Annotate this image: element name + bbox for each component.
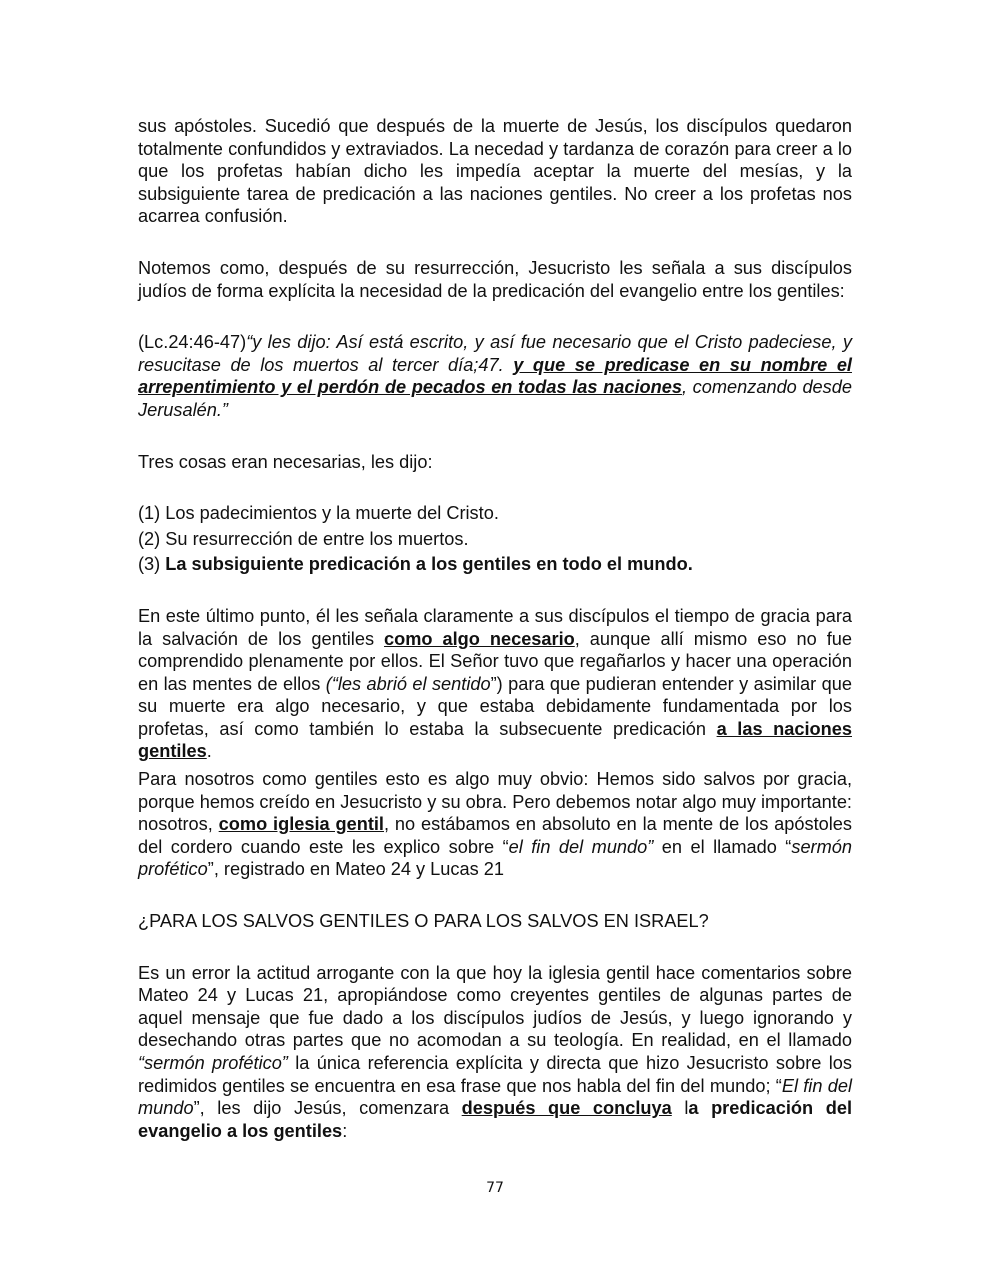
paragraph-7: Es un error la actitud arrogante con la que hoy la iglesia gentil hace comentarios sobre Mateo 24 y Lucas 21, apropiándose como creyentes gentiles de algunas partes de aquel mensaje que fue dado a los discípulos judíos de Jesús, y luego ignorando y desechando otras partes que no acomodan a su teología. En realidad, en el llamado “sermón profético” la única referencia explícita y directa que hizo Jesucristo sobre los redimidos gentiles se encuentra en esa frase que nos habla del fin del mundo; “El fin del mundo”, les dijo Jesús, comenzara después que concluya la predicación del evangelio a los gentiles: xyxy=(138,962,852,1141)
paragraph-5: En este último punto, él les señala claramente a sus discípulos el tiempo de gracia para la salvación de los gentiles como algo necesario, aunque allí mismo eso no fue comprendido plenamente por ellos. El Señor tuvo que regañarlos y hacer una operación en las mentes de ellos (“les abrió el sentido”) para que pudieran entender y asimilar que su muerte era algo necesario, y que estaba debidamente fundamentada por los profetas, así como también lo estaba la subsecuente predicación a las naciones gentiles. xyxy=(138,605,852,762)
scripture-reference: (Lc.24:46-47) xyxy=(138,332,247,353)
list-item: (1) Los padecimientos y la muerte del Cristo. xyxy=(138,503,499,524)
emphasized-text: como algo necesario xyxy=(384,628,575,649)
scripture-quote: (Lc.24:46-47)“y les dijo: Así está escrito, y así fue necesario que el Cristo padeciese, y resucitase de los muertos al tercer día;47. y que se predicase en su nombre el arrepentimiento y el perdón de pecados en todas las naciones, comenzando desde Jerusalén.” xyxy=(138,332,852,420)
paragraph-4: Tres cosas eran necesarias, les dijo: xyxy=(138,451,433,472)
paragraph-1: sus apóstoles. Sucedió que después de la muerte de Jesús, los discípulos quedaron totalmente confundidos y extraviados. La necedad y tardanza de corazón para creer a lo que los profetas habían dicho les impedía aceptar la muerte del mesías, y la subsiguiente tarea de predicación a las naciones gentiles. No creer a los profetas nos acarrea confusión. xyxy=(138,116,852,227)
section-heading: ¿PARA LOS SALVOS GENTILES O PARA LOS SALVOS EN ISRAEL? xyxy=(138,911,709,932)
page-body xyxy=(138,115,852,1142)
emphasized-text: y que se predicase en su nombre el arrepentimiento y el perdón de pecados en todas las naciones xyxy=(138,354,852,398)
list-item: (2) Su resurrección de entre los muertos. xyxy=(138,528,469,549)
numbered-list xyxy=(138,502,852,576)
emphasized-text: después que concluya xyxy=(461,1098,672,1119)
emphasized-text: a las naciones gentiles xyxy=(138,718,852,762)
page-number: 77 xyxy=(486,1180,504,1196)
list-item: (3) La subsiguiente predicación a los gentiles en todo el mundo. xyxy=(138,554,693,575)
paragraph-6: Para nosotros como gentiles esto es algo muy obvio: Hemos sido salvos por gracia, porque hemos creído en Jesucristo y su obra. Pero debemos notar algo muy importante: nosotros, como iglesia gentil, no estábamos en absoluto en la mente de los apóstoles del cordero cuando este les explico sobre “el fin del mundo” en el llamado “sermón profético”, registrado en Mateo 24 y Lucas 21 xyxy=(138,769,852,880)
paragraph-2: Notemos como, después de su resurrección, Jesucristo les señala a sus discípulos judíos de forma explícita la necesidad de la predicación del evangelio entre los gentiles: xyxy=(138,257,852,301)
emphasized-text: como iglesia gentil xyxy=(218,814,384,835)
